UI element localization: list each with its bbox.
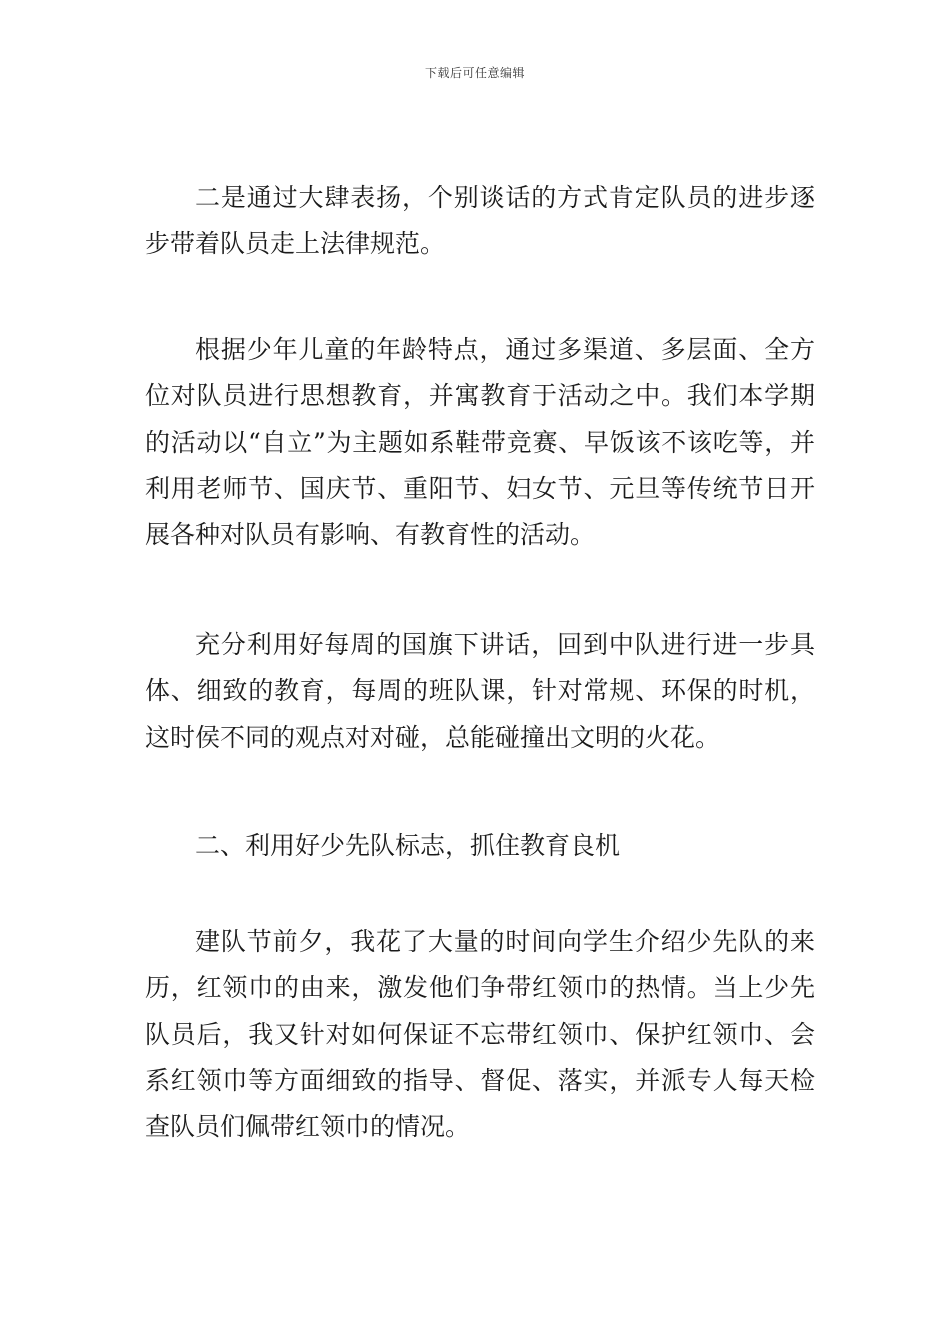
paragraph-red-scarf: 建队节前夕，我花了大量的时间向学生介绍少先队的来历，红领巾的由来，激发他们争带红领巾的热情。当上少先队员后，我又针对如何保证不忘带红领巾、保护红领巾、会系红领巾等方面细致的指导、督促、落实，并派专人每天检查队员们佩带红领巾的情况。 <box>145 927 815 1142</box>
section-heading: 二、利用好少先队标志，抓住教育良机 <box>195 831 621 860</box>
paragraph-flag-speech: 充分利用好每周的国旗下讲话，回到中队进行进一步具体、细致的教育，每周的班队课，针对常规、环保的时机，这时侯不同的观点对对碰，总能碰撞出文明的火花。 <box>145 630 815 752</box>
paragraph-activities: 根据少年儿童的年龄特点，通过多渠道、多层面、全方位对队员进行思想教育，并寓教育于活动之中。我们本学期的活动以“自立”为主题如系鞋带竞赛、早饭该不该吃等，并利用老师节、国庆节、重阳节、妇女节、元旦等传统节日开展各种对队员有影响、有教育性的活动。 <box>145 335 815 550</box>
paragraph-praise: 二是通过大肆表扬，个别谈话的方式肯定队员的进步逐步带着队员走上法律规范。 <box>145 183 815 259</box>
page-header: 下载后可任意编辑 <box>424 66 525 80</box>
